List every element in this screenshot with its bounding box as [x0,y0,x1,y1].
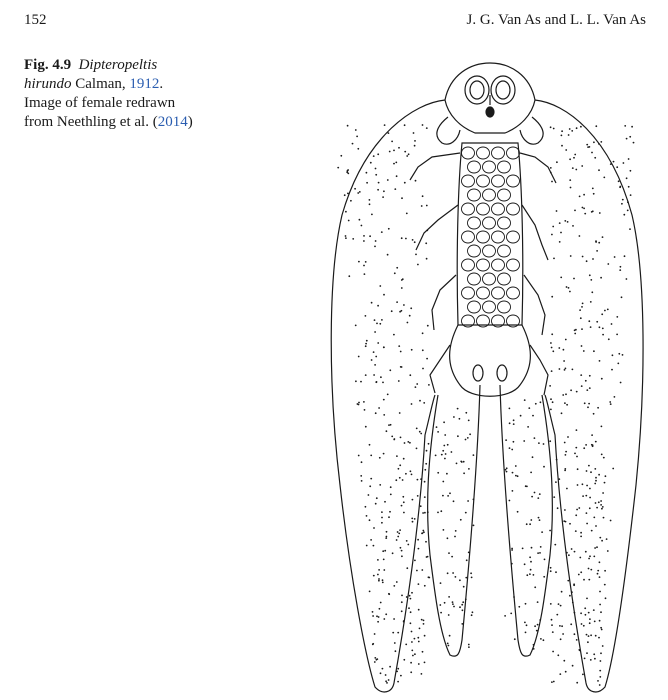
leg-4-left [430,345,450,393]
running-head: J. G. Van As and L. L. Van As [466,12,646,28]
abdominal-lobe-right [500,385,552,656]
stipple-dots [337,124,634,686]
thorax-outline [457,143,523,325]
reference-citation-link[interactable]: 2014 [157,114,188,130]
carapace-outline [331,100,445,692]
species-epithet: hirundo [24,76,72,92]
species-author: Calman, [71,76,130,92]
leg-1-left [410,153,460,180]
figure-caption [24,56,234,132]
caption-period: . [159,76,164,92]
caption-line-4-prefix: from Neethling et al. ( [24,114,158,130]
eye-right-icon [491,76,515,104]
specimen-illustration [320,55,650,695]
leg-4-right [530,345,548,395]
caption-line-3: Image of female redrawn [24,95,176,111]
egg-mass [462,147,520,327]
leg-2-right [522,205,548,260]
year-citation-link[interactable]: 1912 [129,76,160,92]
figure-label: Fig. 4.9 [24,57,72,73]
leg-3-left [432,275,456,330]
leg-2-left [416,205,458,250]
caption-line-4-suffix: ) [187,114,193,130]
leg-3-right [524,275,545,335]
page-number: 152 [24,12,47,28]
median-eye-icon [486,107,494,117]
eye-left-icon [465,76,489,104]
species-genus: Dipteropeltis [78,57,158,73]
abdomen-outline [450,325,531,396]
